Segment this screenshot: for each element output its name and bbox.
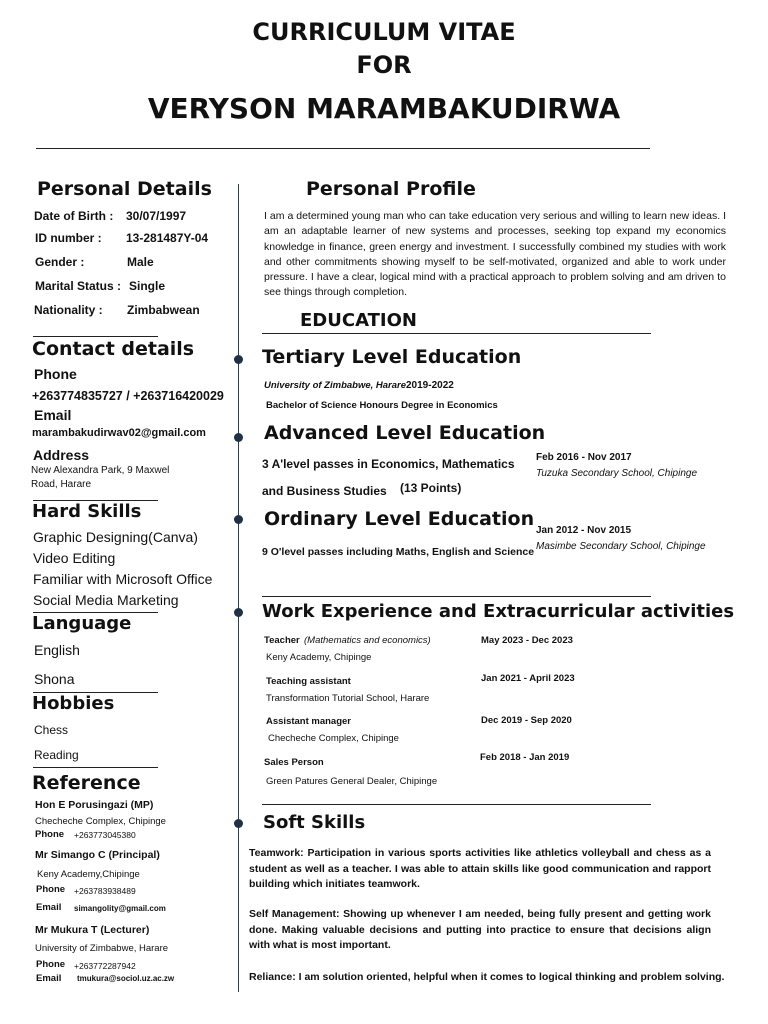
skill-item: Graphic Designing(Canva) bbox=[33, 529, 198, 545]
section-divider bbox=[262, 596, 651, 597]
language-item: English bbox=[34, 642, 80, 658]
reference-name: Mr Simango C (Principal) bbox=[35, 849, 160, 861]
email-label: Email bbox=[34, 407, 72, 423]
cv-title: CURRICULUM VITAE bbox=[252, 18, 516, 46]
section-divider bbox=[33, 336, 158, 337]
advanced-school: Tuzuka Secondary School, Chipinge bbox=[536, 468, 698, 479]
reference-email: simangolity@gmail.com bbox=[74, 904, 166, 913]
work-place: Green Patures General Dealer, Chipinge bbox=[266, 776, 438, 787]
detail-value: 13-281487Y-04 bbox=[126, 231, 209, 245]
work-role: Teacher bbox=[264, 635, 300, 646]
work-role-note: (Mathematics and economics) bbox=[304, 635, 431, 646]
detail-value: Single bbox=[129, 279, 166, 293]
work-role: Assistant manager bbox=[266, 716, 352, 727]
detail-value: Male bbox=[127, 255, 154, 269]
soft-skills-heading: Soft Skills bbox=[263, 812, 366, 833]
section-divider bbox=[33, 767, 158, 768]
address-label: Address bbox=[33, 447, 90, 463]
work-dates: Dec 2019 - Sep 2020 bbox=[481, 715, 572, 726]
address-line: Road, Harare bbox=[31, 479, 92, 490]
contact-heading: Contact details bbox=[32, 338, 195, 360]
work-role: Teaching assistant bbox=[266, 676, 351, 687]
reference-org: Keny Academy,Chipinge bbox=[37, 869, 140, 880]
tertiary-degree: Bachelor of Science Honours Degree in Economics bbox=[266, 400, 498, 411]
detail-label: Gender : bbox=[35, 255, 85, 269]
advanced-heading: Advanced Level Education bbox=[264, 422, 546, 444]
detail-label: ID number : bbox=[35, 231, 102, 245]
work-heading: Work Experience and Extracurricular activities bbox=[262, 601, 735, 622]
header-divider bbox=[36, 148, 650, 149]
profile-heading: Personal Profile bbox=[306, 178, 476, 200]
ordinary-school: Masimbe Secondary School, Chipinge bbox=[536, 541, 706, 552]
timeline-dot bbox=[234, 819, 243, 828]
reference-org: Checheche Complex, Chipinge bbox=[35, 816, 166, 827]
work-place: Transformation Tutorial School, Harare bbox=[266, 693, 430, 704]
ordinary-dates: Jan 2012 - Nov 2015 bbox=[536, 525, 632, 536]
language-item: Shona bbox=[34, 671, 75, 687]
teamwork-text: Teamwork: Participation in various sports activities like athletics volleyball and chess as a student as well as a teacher. I was able to attain skills like good communication and rapport building which initiates teamwork. bbox=[249, 847, 711, 890]
work-dates: May 2023 - Dec 2023 bbox=[481, 635, 573, 646]
advanced-passes: 3 A'level passes in Economics, Mathematics bbox=[262, 457, 515, 471]
reference-email-label: Email bbox=[36, 902, 62, 913]
language-heading: Language bbox=[32, 613, 132, 634]
detail-label: Date of Birth : bbox=[34, 209, 114, 223]
section-divider bbox=[262, 333, 651, 334]
tertiary-institution: University of Zimbabwe, Harare bbox=[264, 380, 407, 391]
education-heading: EDUCATION bbox=[300, 310, 417, 331]
reference-phone: +263773045380 bbox=[74, 830, 136, 840]
reference-email-label: Email bbox=[36, 973, 62, 984]
detail-value: Zimbabwean bbox=[127, 303, 200, 317]
timeline-dot bbox=[234, 355, 243, 364]
reference-phone: +263783938489 bbox=[74, 886, 136, 896]
reference-phone-label: Phone bbox=[35, 829, 65, 840]
timeline-dot bbox=[234, 608, 243, 617]
ordinary-passes: 9 O'level passes including Maths, English and Science bbox=[262, 546, 535, 558]
reference-name: Hon E Porusingazi (MP) bbox=[35, 799, 154, 811]
reference-name: Mr Mukura T (Lecturer) bbox=[35, 924, 150, 936]
tertiary-years: 2019-2022 bbox=[406, 380, 454, 391]
advanced-dates: Feb 2016 - Nov 2017 bbox=[536, 452, 632, 463]
section-divider bbox=[262, 804, 651, 805]
timeline-dot bbox=[234, 515, 243, 524]
profile-text: I am a determined young man who can take education very serious and willing to learn new ideas. I am an adaptable learner of new systems and processes, seeking top expand my economics knowledge in finance, green energy and investment. I successfully combined my studies with work and other commitments showing myself to be self-motivated, organized and able to work under pressure. I have a clear, logical mind with a practical approach to problem solving and am driven to see things through completion. bbox=[264, 210, 726, 299]
reference-heading: Reference bbox=[32, 772, 141, 794]
work-dates: Jan 2021 - April 2023 bbox=[481, 673, 575, 684]
reference-org: University of Zimbabwe, Harare bbox=[35, 943, 169, 954]
detail-label: Nationality : bbox=[34, 303, 103, 317]
work-dates: Feb 2018 - Jan 2019 bbox=[480, 752, 570, 763]
email-value: marambakudirwav02@gmail.com bbox=[32, 427, 206, 439]
skill-item: Familiar with Microsoft Office bbox=[33, 571, 213, 587]
timeline-dot bbox=[234, 433, 243, 442]
detail-value: 30/07/1997 bbox=[126, 209, 187, 223]
hobby-item: Reading bbox=[34, 748, 79, 762]
detail-label: Marital Status : bbox=[35, 279, 122, 293]
advanced-points: (13 Points) bbox=[400, 481, 462, 495]
work-place: Checheche Complex, Chipinge bbox=[268, 733, 399, 744]
advanced-passes-cont: and Business Studies bbox=[262, 484, 387, 498]
ordinary-heading: Ordinary Level Education bbox=[264, 508, 535, 530]
hobby-item: Chess bbox=[34, 723, 69, 737]
skill-item: Video Editing bbox=[33, 550, 116, 566]
candidate-name: VERYSON MARAMBAKUDIRWA bbox=[147, 92, 621, 125]
hard-skills-heading: Hard Skills bbox=[32, 501, 142, 522]
timeline-line bbox=[238, 184, 239, 992]
self-management-text: Self Management: Showing up whenever I am needed, being fully present and getting work done. Making valuable decisions and putting into practice to ensure that decisions align with what is most important. bbox=[249, 908, 711, 951]
cv-title-for: FOR bbox=[356, 51, 412, 79]
tertiary-heading: Tertiary Level Education bbox=[262, 346, 522, 368]
skill-item: Social Media Marketing bbox=[33, 592, 179, 608]
reference-email: tmukura@sociol.uz.ac.zw bbox=[77, 974, 175, 983]
work-place: Keny Academy, Chipinge bbox=[266, 652, 372, 663]
address-line: New Alexandra Park, 9 Maxwel bbox=[31, 465, 170, 476]
phone-value: +263774835727 / +263716420029 bbox=[32, 389, 224, 403]
hobbies-heading: Hobbies bbox=[32, 693, 115, 714]
personal-details-heading: Personal Details bbox=[37, 178, 212, 200]
reference-phone-label: Phone bbox=[36, 884, 66, 895]
reliance-text: Reliance: I am solution oriented, helpful when it comes to logical thinking and problem solving. bbox=[249, 971, 725, 983]
work-role: Sales Person bbox=[264, 757, 324, 768]
reference-phone-label: Phone bbox=[36, 959, 66, 970]
reference-phone: +263772287942 bbox=[74, 961, 136, 971]
phone-label: Phone bbox=[34, 366, 77, 382]
